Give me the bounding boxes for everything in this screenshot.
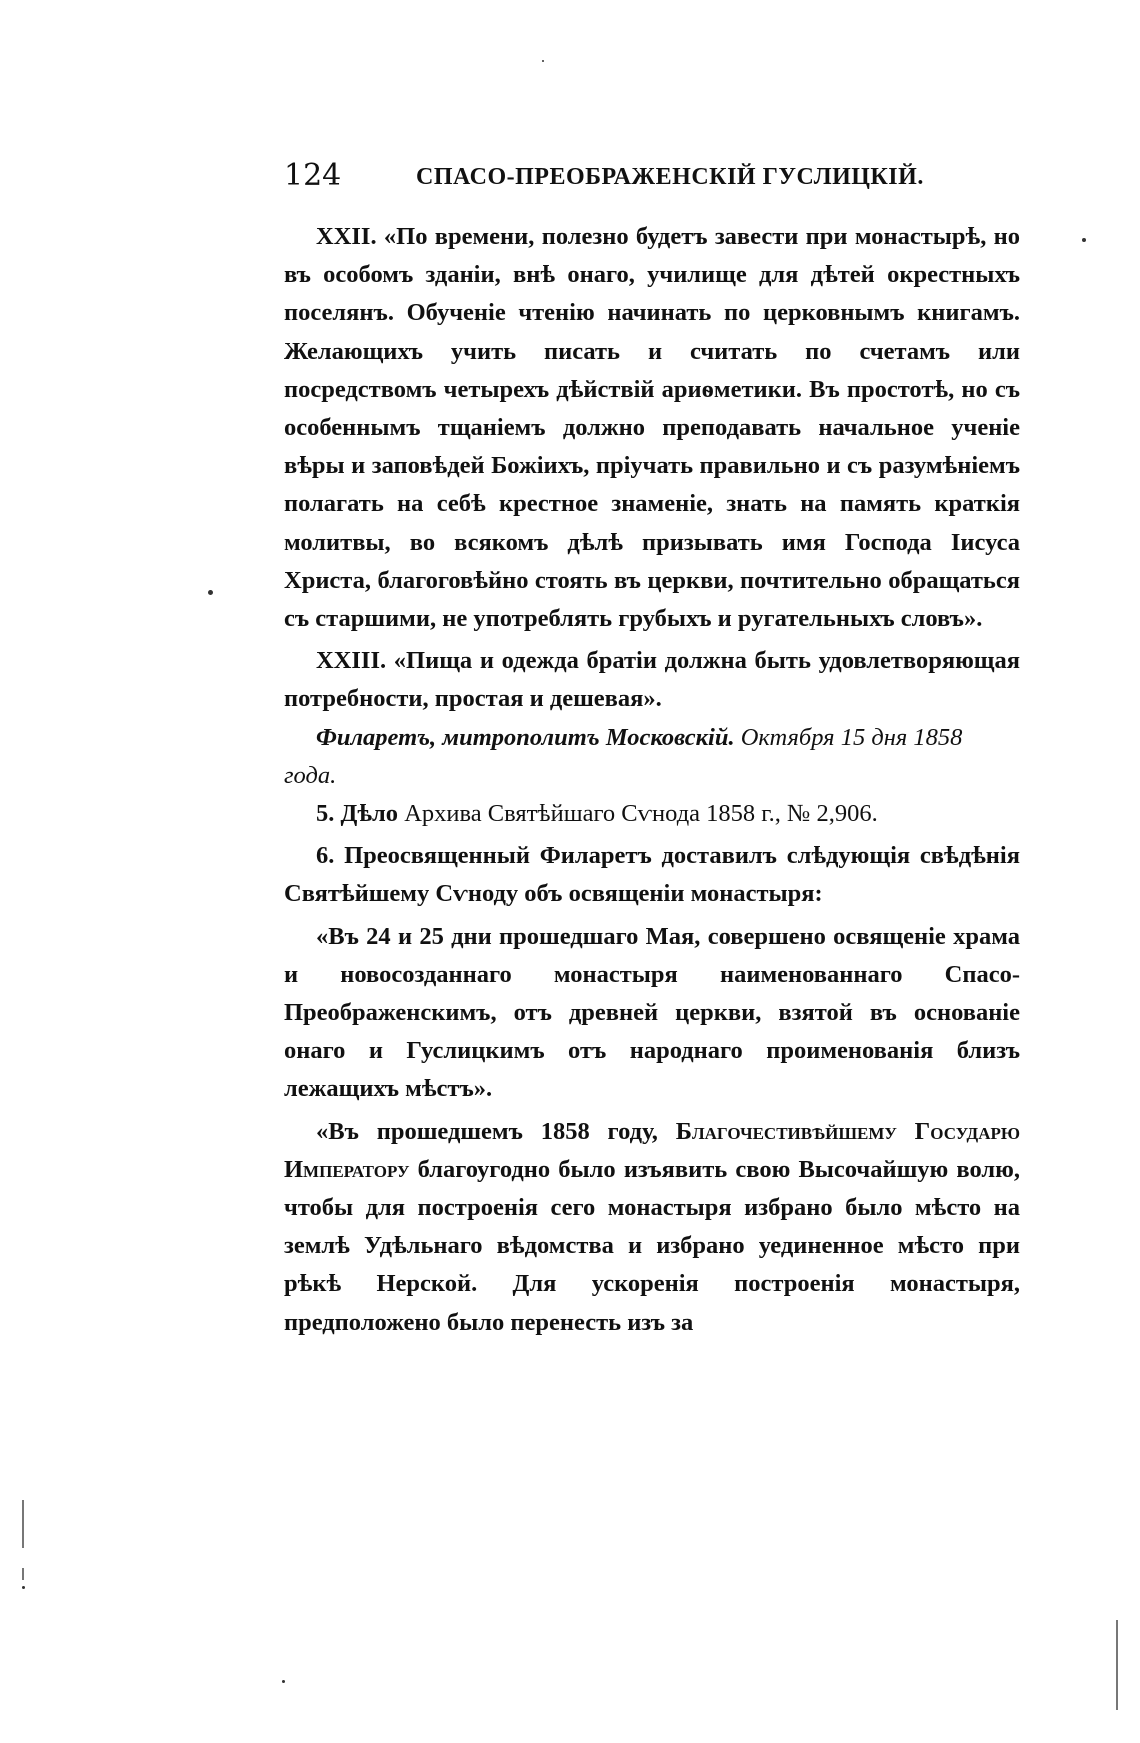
running-head [284,158,1020,210]
quote-paragraph-2 [284,1113,1020,1342]
paragraph-xxiii: XXIII. «Пища и одежда братіи должна быть удовлетворяющая потребности, простая и дешевая». [284,647,1020,713]
page-number: 124 [284,158,342,193]
running-title: СПАСО-ПРЕОБРАЖЕНСКІЙ ГУСЛИЦКІЙ. [416,164,924,190]
scan-speck [542,60,544,62]
archive-reference [284,795,1020,833]
scan-speck [282,1680,285,1683]
scan-edge-mark [22,1500,24,1548]
book-page [284,158,1020,1342]
scan-edge-mark [22,1568,24,1580]
signature-name: Филаретъ, митрополитъ Московскій. [316,723,735,751]
signature [284,719,1020,795]
archive-word: Дѣло [340,800,399,828]
scan-speck [22,1586,25,1589]
archive-text: Архива Святѣйшаго Сѵнода 1858 г., № 2,906. [404,800,878,828]
signature-date: Октября 15 дня 1858 года. [284,723,963,789]
scan-speck [208,590,213,595]
scan-edge-mark [1116,1620,1118,1710]
scan-speck [1082,238,1086,242]
paragraph-xxii: XXII. «По времени, полезно будетъ завести при монастырѣ, но въ особомъ зданіи, внѣ онаго, училище для дѣтей окрестныхъ поселянъ. Обученіе чтенію начинать по церковнымъ книгамъ. Желающихъ учить писать и считать по счетамъ или посредствомъ четырехъ дѣйствій ариѳметики. Въ простотѣ, но съ особеннымъ тщаніемъ должно преподавать начальное ученіе вѣры и заповѣдей Божіихъ, пріучать правильно и съ разумѣніемъ полагать на себѣ крестное знаменіе, знать на память краткія молитвы, во всякомъ дѣлѣ призывать имя Господа Іисуса Христа, благоговѣйно стоять въ церкви, почтительно обращаться съ старшими, не употреблять грубыхъ и ругательныхъ словъ». [284,223,1020,633]
archive-number: 5. [316,800,335,828]
paragraph-6: 6. Преосвященный Филаретъ доставилъ слѣдующія свѣдѣнія Святѣйшему Сѵноду объ освященіи монастыря: [284,842,1020,908]
quote-paragraph-1: «Въ 24 и 25 дни прошедшаго Мая, совершено освященіе храма и новосозданнаго монастыря наименованнаго Спасо-Преображенскимъ, отъ древней церкви, взятой въ основаніе онаго и Гуслицкимъ отъ народнаго проименованія близъ лежащихъ мѣстъ». [284,922,1020,1103]
quote2-rest: благоугодно было изъявить свою Высочайшую волю, чтобы для построенія сего монастыря избрано было мѣсто на землѣ Удѣльнаго вѣдомства и избрано уединенное мѣсто при рѣкѣ Нерской. Для ускоренія построенія монастыря, предположено было перенесть изъ за [284,1155,1020,1336]
quote2-emperor: Благочестивѣйшему Государю Императору [284,1117,1021,1183]
quote2-start: «Въ прошедшемъ 1858 году, [316,1117,658,1145]
